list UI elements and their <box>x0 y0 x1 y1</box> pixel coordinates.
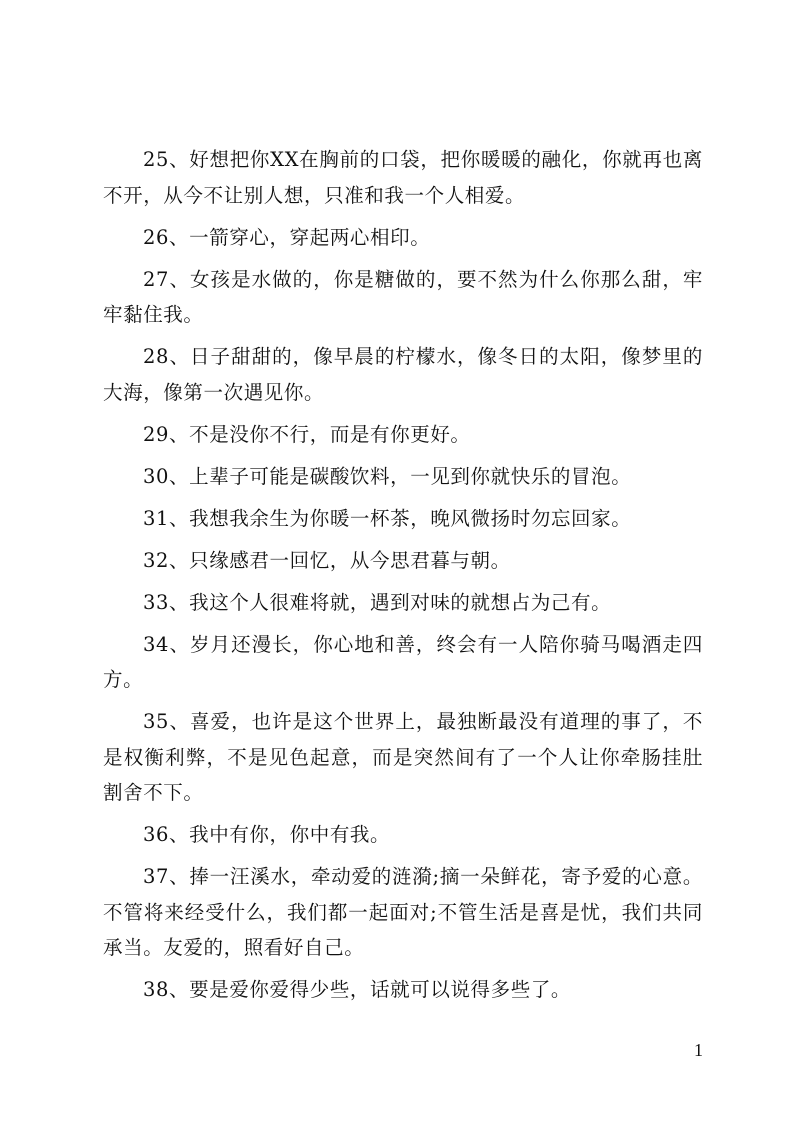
paragraph-35: 35、喜爱，也许是这个世界上，最独断最没有道理的事了，不是权衡利弊，不是见色起意，而是突然间有了一个人让你牵肠挂肚割舍不下。 <box>103 710 703 804</box>
paragraph-29: 29、不是没你不行，而是有你更好。 <box>143 422 471 446</box>
paragraph-34: 34、岁月还漫长，你心地和善，终会有一人陪你骑马喝酒走四方。 <box>103 632 703 691</box>
paragraph-30: 30、上辈子可能是碳酸饮料，一见到你就快乐的冒泡。 <box>143 464 632 488</box>
paragraph-31: 31、我想我余生为你暖一杯茶，晚风微扬时勿忘回家。 <box>143 506 632 530</box>
paragraph-38: 38、要是爱你爱得少些，话就可以说得多些了。 <box>143 978 572 1001</box>
paragraph-27: 27、女孩是水做的，你是糖做的，要不然为什么你那么甜，牢牢黏住我。 <box>103 267 703 326</box>
paragraph-25: 25、好想把你XX在胸前的口袋，把你暖暖的融化，你就再也离不开，从今不让别人想，只准和我一个人相爱。 <box>103 148 703 207</box>
paragraph-26: 26、一箭穿心，穿起两心相印。 <box>143 225 431 249</box>
document-body <box>103 142 703 1014</box>
paragraph-33: 33、我这个人很难将就，遇到对味的就想占为己有。 <box>143 590 612 614</box>
paragraph-37: 37、捧一汪溪水，牵动爱的涟漪;摘一朵鲜花，寄予爱的心意。不管将来经受什么，我们都一起面对;不管生活是喜是忧，我们共同承当。友爱的，照看好自己。 <box>103 865 703 959</box>
paragraph-28: 28、日子甜甜的，像早晨的柠檬水，像冬日的太阳，像梦里的大海，像第一次遇见你。 <box>103 345 703 404</box>
paragraph-36: 36、我中有你，你中有我。 <box>143 823 391 846</box>
paragraph-32: 32、只缘感君一回忆，从今思君暮与朝。 <box>143 548 511 572</box>
page-number: 1 <box>694 1040 703 1060</box>
